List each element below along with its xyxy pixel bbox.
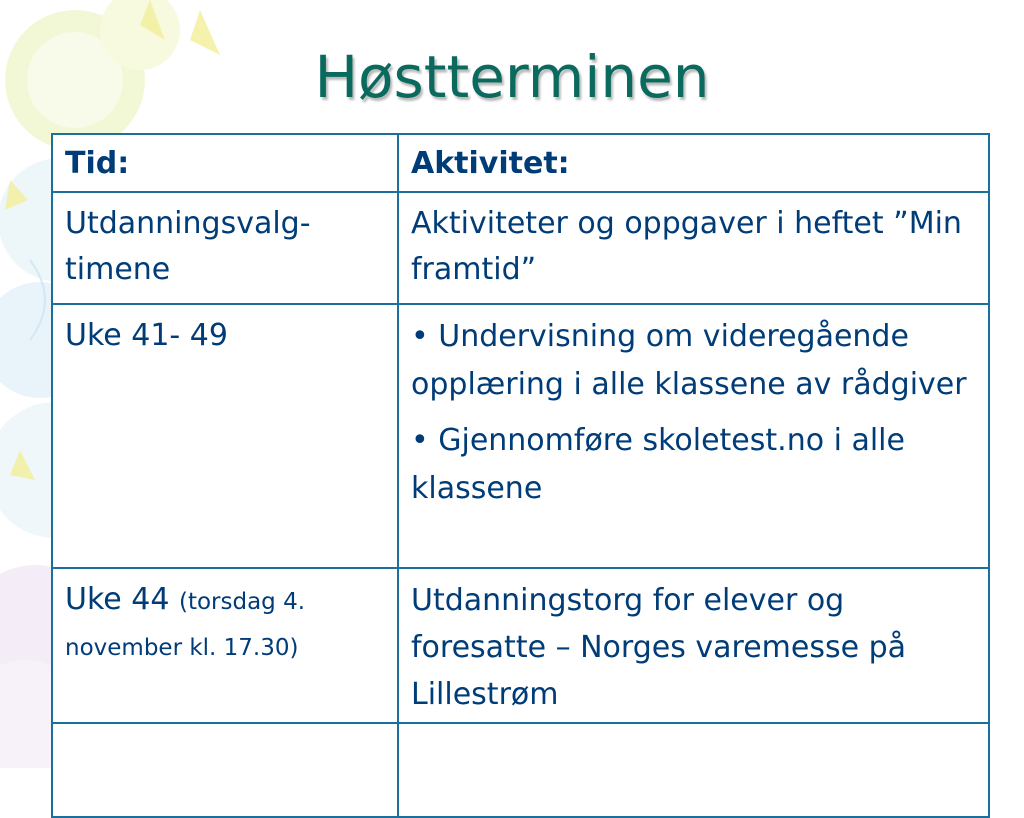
time-cell: Uke 41- 49 [52,304,398,568]
slide-title: Høstterminen [314,43,710,111]
activity-cell [398,304,989,568]
header-activity: Aktivitet: [398,134,989,192]
time-cell [52,192,398,304]
table-row [52,568,989,723]
time-cell [52,723,398,817]
bullet-item: • Gjennomføre skoletest.no i alle klassene [411,423,905,506]
time-line: timene [65,252,171,287]
activity-cell [398,723,989,817]
table-row [52,723,989,817]
activity-cell [398,192,989,304]
activity-cell [398,568,989,723]
bullet-item: • Undervisning om videregående opplæring i alle klassene av rådgiver [411,319,967,402]
table-row [52,192,989,304]
table-row [52,304,989,568]
table-header-row [52,134,989,192]
time-detail: (torsdag 4. november kl. 17.30) [65,589,306,661]
activity-text: Utdanningstorg for elever og foresatte – Norges varemesse på Lillestrøm [411,583,907,712]
time-main: Uke 44 [65,582,179,617]
time-line: Utdanningsvalg- [65,206,311,241]
time-cell [52,568,398,723]
header-time: Tid: [52,134,398,192]
activity-text: Aktiviteter og oppgaver i heftet ”Min framtid” [411,206,962,287]
schedule-table [51,133,990,818]
